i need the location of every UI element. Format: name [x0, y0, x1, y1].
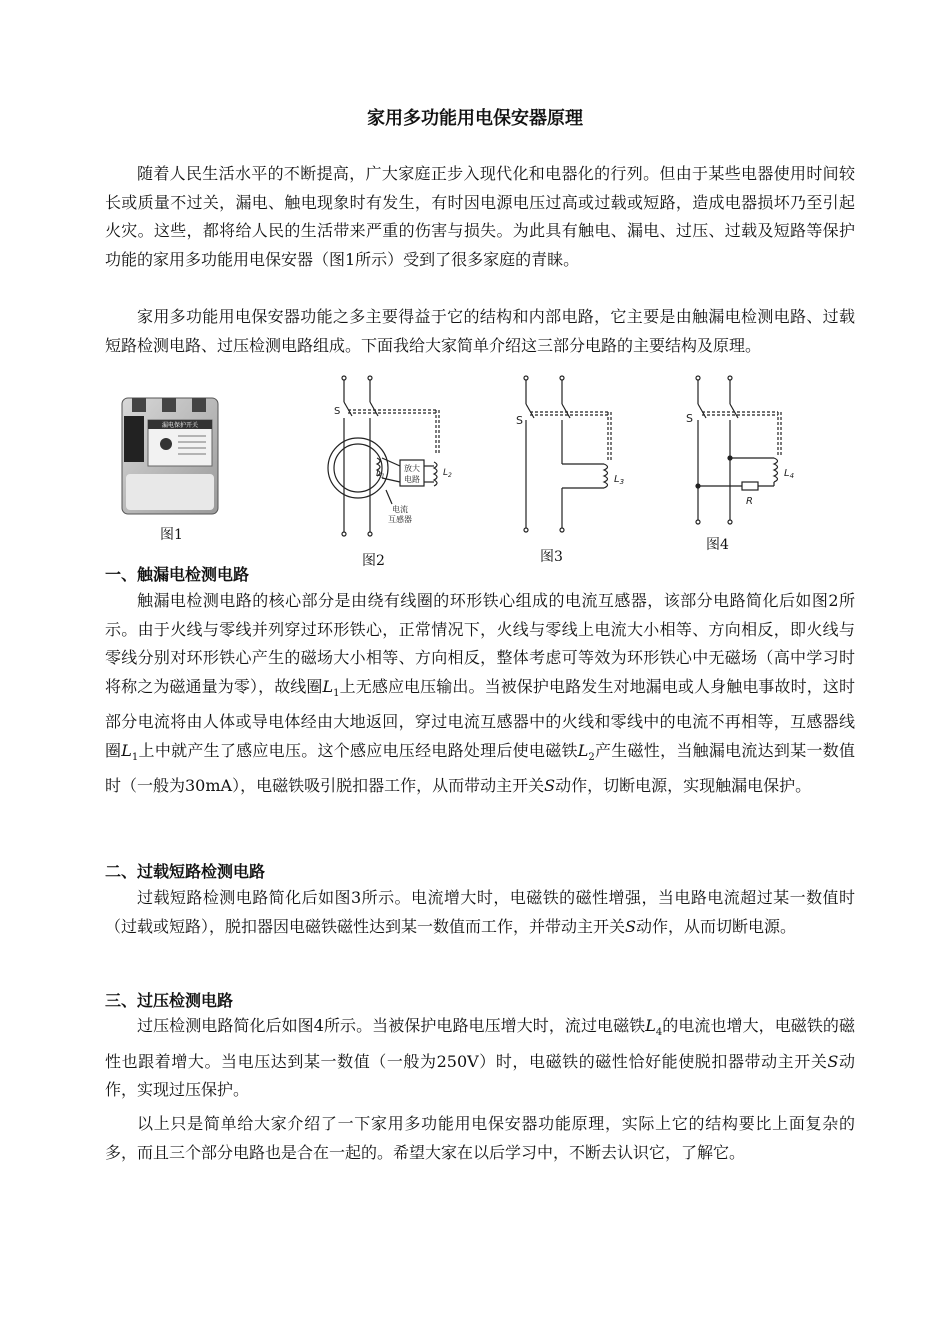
figure-1-caption: 图1 — [160, 527, 183, 543]
section-2-text-1: 过载短路检测电路简化后如图3所示。电流增大时，电磁铁的磁性增强，当电路电流超过某一数值时（过载或短路），脱扣器因电磁铁磁性达到某一数值而工作，并带动主开关 — [105, 888, 855, 936]
section-1-text-2: 上无感应电压输出。当被保护电路发生对地漏电或人身触电事故时，这时部分电流将由人体或导电体经由大地返回，穿过电流互感器中的火线和零线中的电流不再相等，互感器线圈 — [105, 676, 855, 760]
var-s-3: S — [827, 1051, 839, 1071]
section-1-text-4: 产生磁性，当触漏电流达到某一数值时（一般为30mA），电磁铁吸引脱扣器工作，从而带动主开关 — [105, 740, 855, 796]
figure-4-diagram — [680, 372, 800, 532]
fig2-ct-label-1: 电流 — [392, 505, 408, 514]
sub-1-second: 1 — [131, 751, 139, 763]
device-label-text: 漏电保护开关 — [161, 422, 199, 429]
section-3-text-2: 的电流也增大，电磁铁的磁性也跟着增大。当电压达到某一数值（一般为250V）时，电磁铁的磁性恰好能使脱扣器带动主开关 — [105, 1016, 855, 1071]
fig2-switch-label: S — [334, 406, 341, 417]
figure-4-caption: 图4 — [706, 537, 729, 553]
var-l1: L — [322, 676, 334, 696]
figure-3-diagram — [512, 372, 632, 542]
leakage-circuit-diagram — [322, 372, 462, 544]
section-3-text-3: 动作，实现过压保护。 — [105, 1051, 855, 1100]
var-s-2: S — [625, 916, 636, 936]
figure-3-caption: 图3 — [540, 549, 563, 565]
overvoltage-circuit-diagram — [680, 372, 800, 532]
var-l2: L — [577, 740, 589, 760]
section-1-text-5: 动作，切断电源，实现触漏电保护。 — [555, 776, 812, 796]
section-1-body — [105, 587, 855, 801]
section-2-body — [105, 884, 855, 941]
fig2-l2-label: $L_2$ — [443, 468, 452, 479]
sub-2: 2 — [588, 751, 595, 763]
var-s: S — [544, 776, 556, 796]
document-title: 家用多功能用电保安器原理 — [367, 108, 583, 129]
fig3-l3-label: $L_3$ — [614, 474, 625, 486]
intro-paragraph-1: 随着人民生活水平的不断提高，广大家庭正步入现代化和电器化的行列。但由于某些电器使用时间较长或质量不过关，漏电、触电现象时有发生，有时因电源电压过高或过载或短路，造成电器损坏乃至引起火灾。这些，都将给人民的生活带来严重的伤害与损失。为此具有触电、漏电、过压、过载及短路等保护功能的家用多功能用电保安器（图1所示）受到了很多家庭的青睐。 — [105, 164, 855, 269]
device-illustration — [118, 394, 222, 518]
section-3-body — [105, 1012, 855, 1105]
intro-paragraph-2 — [105, 303, 855, 360]
fig2-amplifier-label-2: 电路 — [404, 475, 420, 484]
var-l4: L — [645, 1016, 656, 1035]
figure-2-caption: 图2 — [362, 553, 385, 569]
section-3-text-1: 过压检测电路简化后如图4所示。当被保护电路电压增大时，流过电磁铁 — [137, 1016, 646, 1035]
figure-2-diagram — [322, 372, 462, 544]
section-2-text-2: 动作，从而切断电源。 — [635, 916, 796, 936]
sub-4: 4 — [655, 1027, 663, 1039]
conclusion-paragraph: 以上只是简单给大家介绍了一下家用多功能用电保安器功能原理，实际上它的结构要比上面复杂的多，而且三个部分电路也是合在一起的。希望大家在以后学习中，不断去认识它，了解它。 — [105, 1114, 855, 1162]
section-2-heading: 二、过载短路检测电路 — [105, 862, 266, 881]
fig4-switch-label: S — [686, 412, 693, 425]
overload-circuit-diagram — [512, 372, 632, 542]
figure-1-device-photo — [118, 394, 222, 518]
fig2-amplifier-label-1: 放大 — [404, 464, 420, 473]
section-1-heading: 一、触漏电检测电路 — [105, 565, 250, 584]
section-1-text-3: 上中就产生了感应电压。这个感应电压经电路处理后使电磁铁 — [138, 740, 578, 760]
fig4-resistor-label: R — [746, 496, 753, 507]
fig4-l4-label: $L_4$ — [784, 468, 795, 480]
intro-paragraph-2-text: 家用多功能用电保安器功能之多主要得益于它的结构和内部电路，它主要是由触漏电检测电路、过载短路检测电路、过压检测电路组成。下面我给大家简单介绍这三部分电路的主要结构及原理。 — [105, 307, 855, 355]
fig2-ct-label-2: 互感器 — [388, 515, 412, 524]
fig2-l1-label: $L_1$ — [376, 469, 385, 480]
section-1-text-1: 触漏电检测电路的核心部分是由绕有线圈的环形铁心组成的电流互感器，该部分电路简化后如图2所示。由于火线与零线并列穿过环形铁心，正常情况下，火线与零线上电流大小相等、方向相反，即火线与零线分别对环形铁心产生的磁场大小相等、方向相反，整体考虑可等效为环形铁心中无磁场（高中学习时将称之为磁通量为零），故线圈 — [105, 591, 855, 696]
fig3-switch-label: S — [516, 414, 523, 427]
var-l1-second: L — [121, 740, 132, 760]
sub-1: 1 — [333, 687, 340, 699]
section-3-heading: 三、过压检测电路 — [105, 991, 234, 1010]
